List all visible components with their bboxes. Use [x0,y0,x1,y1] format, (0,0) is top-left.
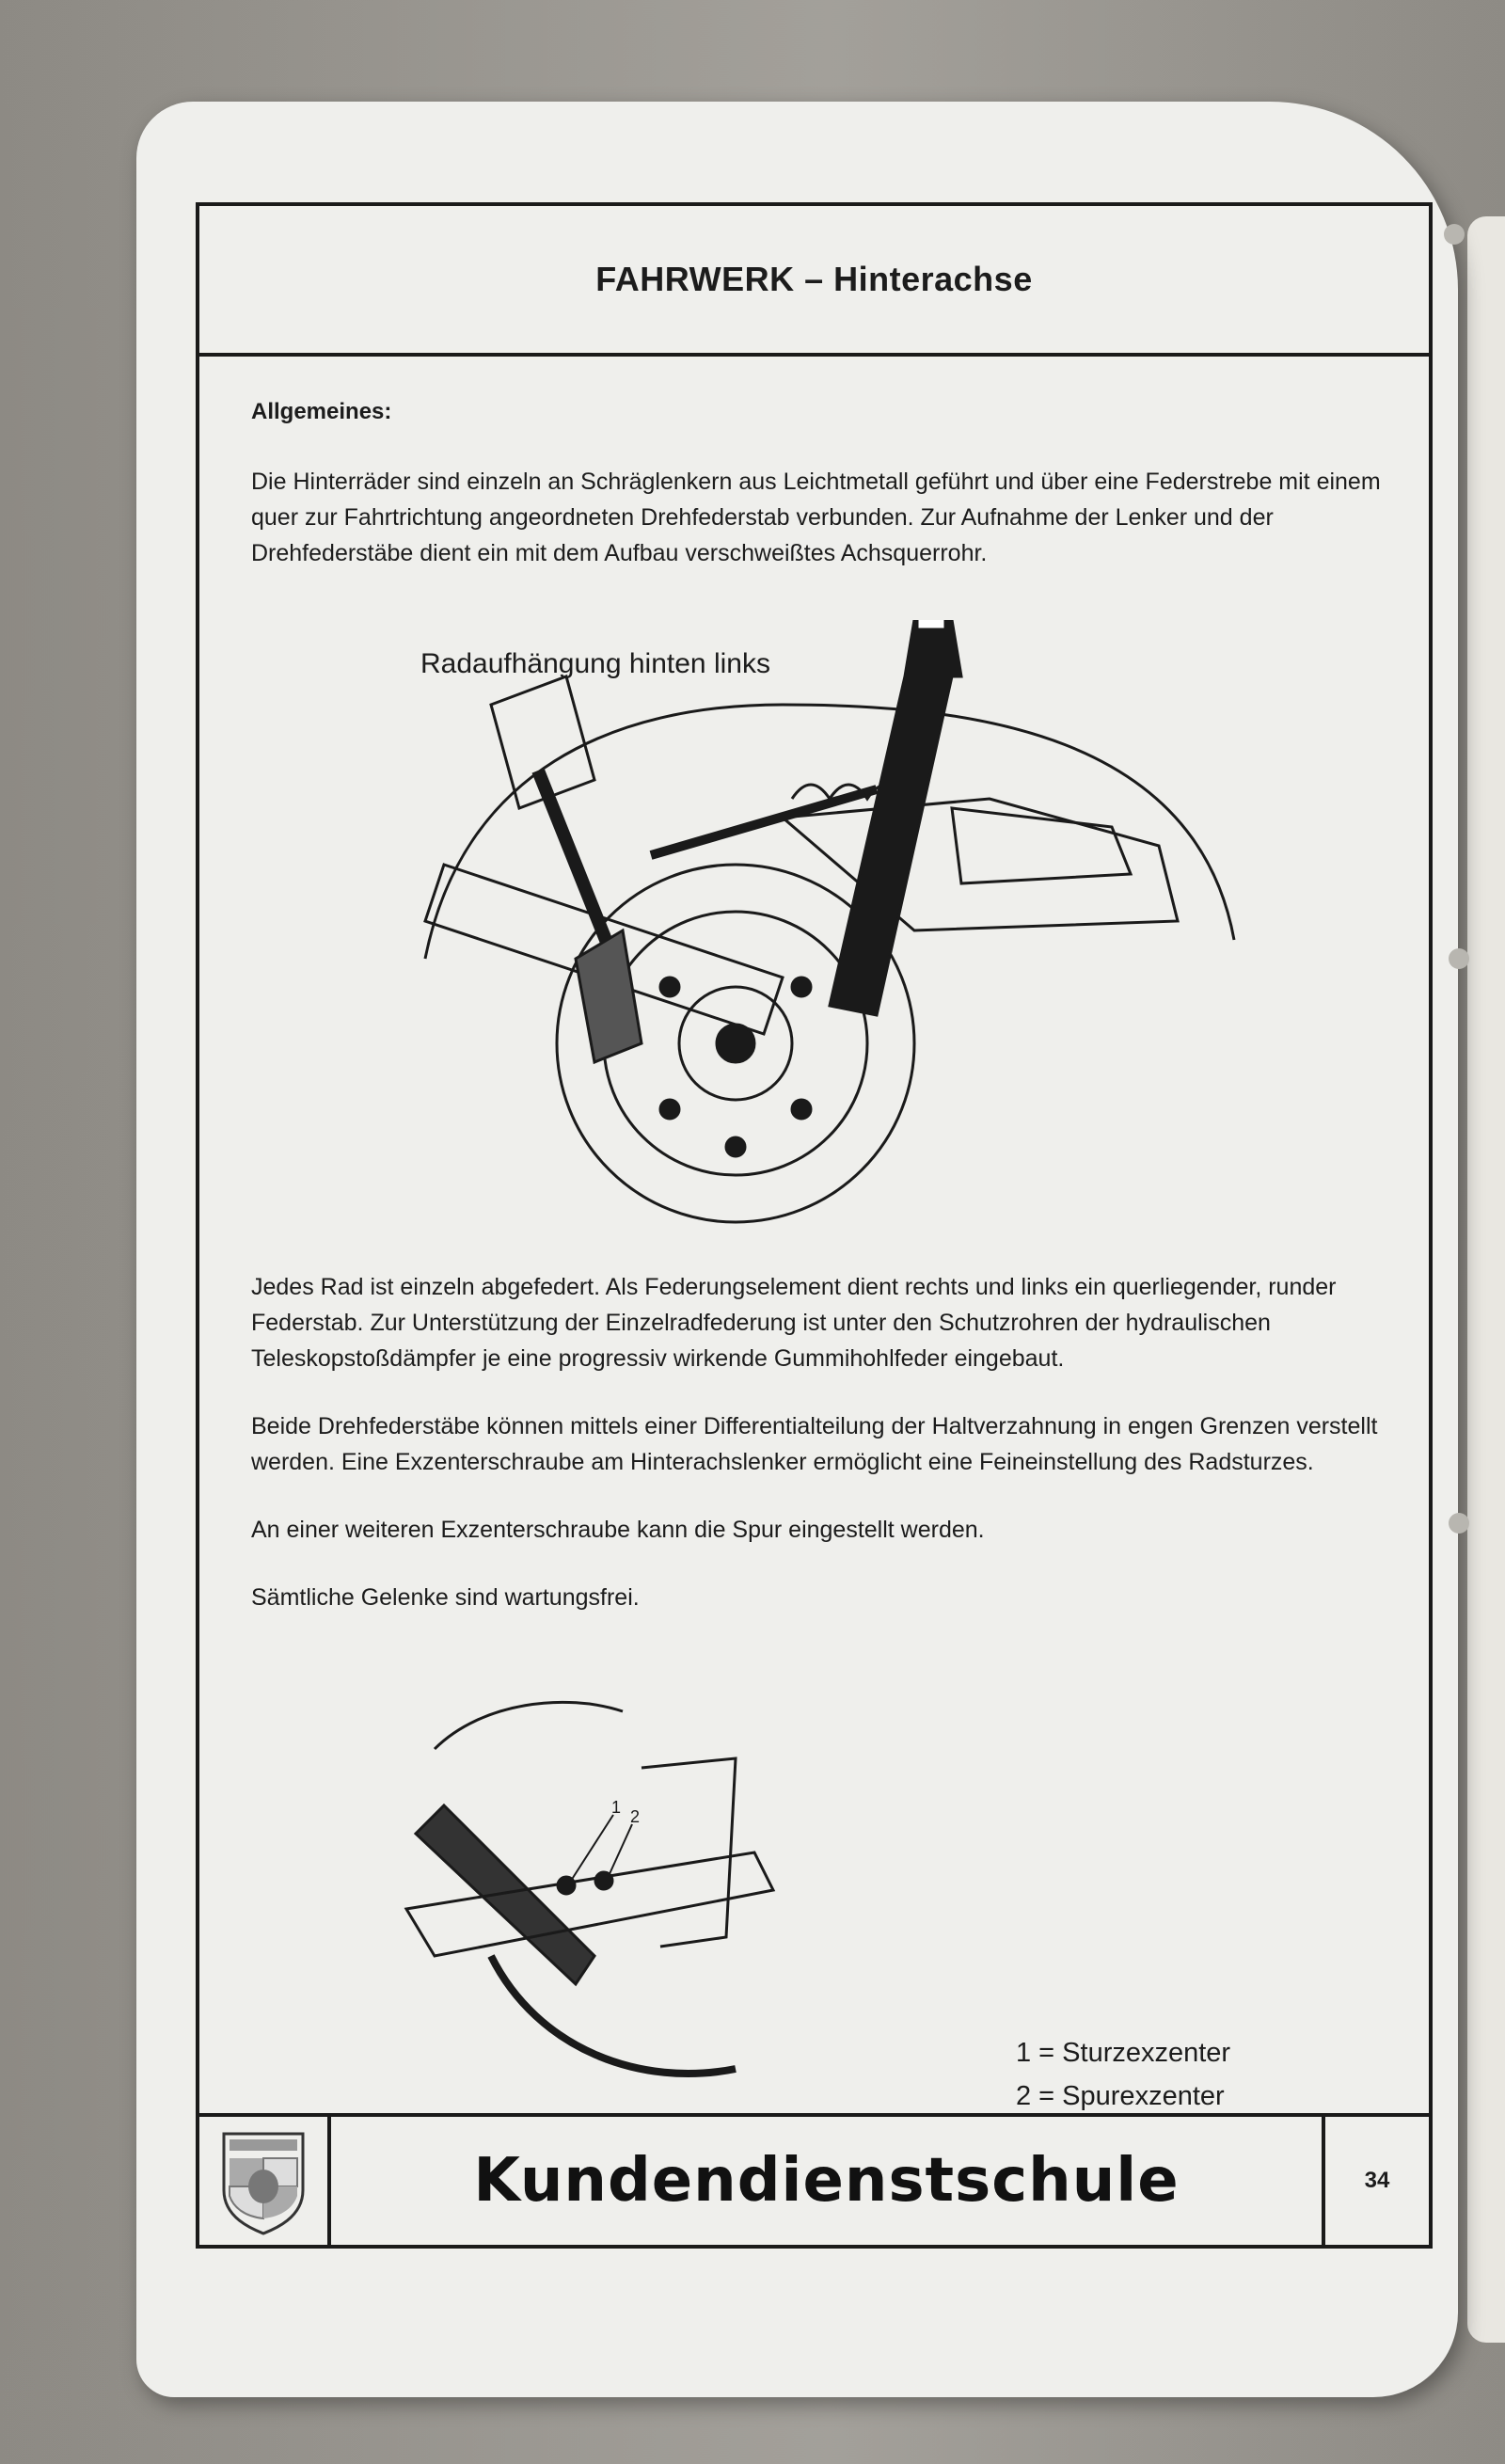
footer-brand: Kundendienstschule [473,2146,1180,2216]
hub-nut [717,1025,754,1062]
description-section [251,1269,1389,1647]
shock-absorber-top [917,620,945,629]
crest-cell [199,2117,331,2245]
paragraph-adjustment: Beide Drehfederstäbe können mittels einer Differentialteilung der Haltverzahnung in engen Grenzen verstellt werden. Eine Exzenterschraube am Hinterachslenker ermöglicht eine Feineinstellung des Radsturzes. [251,1413,1378,1475]
callout-number: 1 [611,1798,622,1817]
page-header [199,206,1429,357]
figure-legend [1016,2031,1230,2118]
crest-logo [216,2124,310,2237]
page-number: 34 [1364,2168,1390,2193]
intro-paragraph: Die Hinterräder sind einzeln an Schräglenkern aus Leichtmetall geführt und über eine Federstrebe mit einem quer zur Fahrtrichtung angeordneten Drehfederstab verbunden. Zur Aufnahme der Lenker und der Drehfederstäbe dient ein mit dem Aufbau verschweißtes Achsquerrohr. [251,469,1381,566]
wheel-well-edge [491,1956,736,2074]
binder-hole [1449,948,1469,969]
wheel-stud [792,978,811,996]
paragraph-joints: Sämtliche Gelenke sind wartungsfrei. [251,1584,640,1611]
brake-caliper [576,930,642,1062]
body-panel [783,799,1178,930]
legend-item: 2 = Spurexzenter [1016,2081,1225,2111]
eccentric-adjustment-illustration [378,1693,820,2116]
fuel-tank-detail [952,808,1131,883]
wheel-stud [726,1137,745,1156]
wheel-stud [792,1100,811,1119]
callout-leader [609,1824,632,1876]
paragraph-toe: An einer weiteren Exzenterschraube kann die Spur eingestellt werden. [251,1517,985,1543]
page-footer [199,2113,1429,2245]
paragraph-springing: Jedes Rad ist einzeln abgefedert. Als Federungselement dient rechts und links ein querliegender, runder Federstab. Zur Unterstützung der Einzelradfederung ist unter den Schutzrohren der hydraulischen Teleskopstoßdämpfer je eine progressiv wirkende Gummihohlfeder eingebaut. [251,1274,1337,1372]
wheel-stud [660,978,679,996]
shock-absorber [830,620,961,1015]
footer-brand-cell [331,2117,1325,2245]
section-heading: Allgemeines: [251,399,392,424]
wheel-stud [660,1100,679,1119]
arm-outline [435,1702,623,1749]
adjacent-page-edge [1467,216,1505,2343]
callout-number: 2 [630,1807,641,1826]
binder-hole [1444,224,1465,245]
binder-hole [1449,1513,1469,1534]
rear-suspension-illustration [388,620,1272,1316]
page-title: FAHRWERK – Hinterachse [595,260,1033,298]
drive-shaft [651,789,877,855]
callout-leader [571,1815,613,1881]
spring-strut [538,771,613,959]
intro-section [251,394,1389,603]
body-section [642,1758,736,1947]
legend-item: 1 = Sturzexzenter [1016,2038,1231,2068]
figure-caption: Radaufhängung hinten links [420,648,770,679]
page-frame [196,202,1433,2249]
